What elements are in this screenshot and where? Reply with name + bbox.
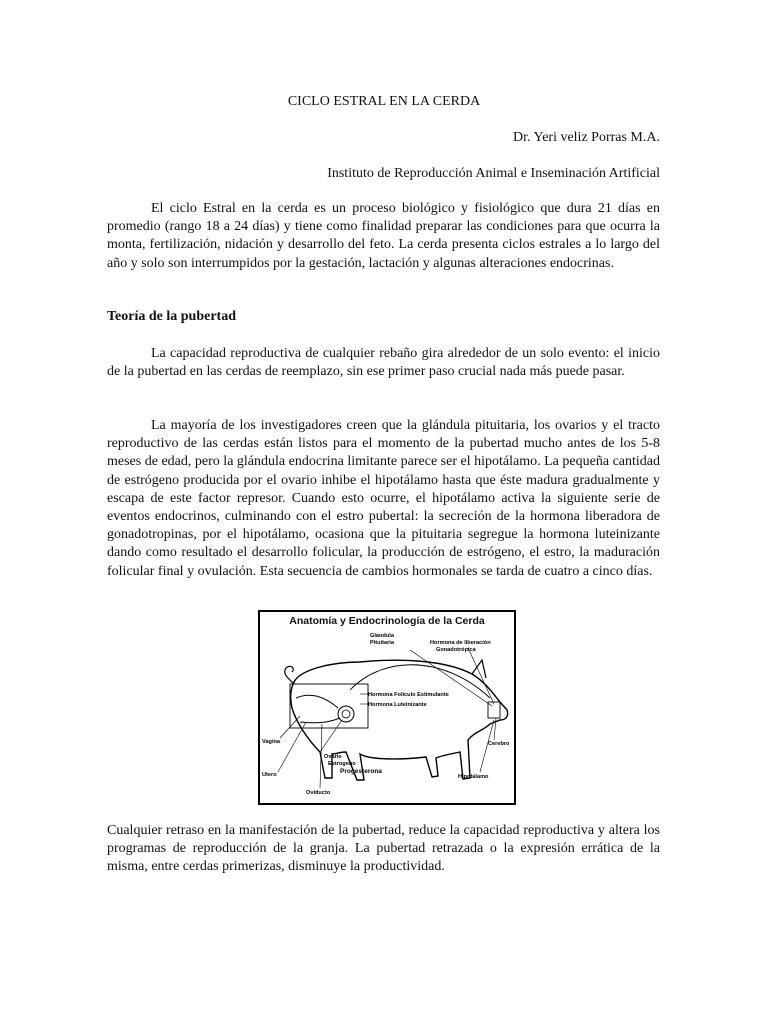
author-line: Dr. Yeri veliz Porras M.A. — [513, 130, 660, 145]
label-oviducto: Oviducto — [306, 790, 331, 796]
label-gonadotropica: Gonadotrópica — [436, 647, 476, 653]
pig-outline — [291, 660, 508, 780]
institution-line: Instituto de Reproducción Animal e Inseminación Artificial — [327, 166, 660, 181]
label-hipotalamo: Hipotálamo — [458, 774, 489, 780]
pig-diagram — [260, 612, 514, 803]
label-glandula: Glándula — [370, 633, 394, 639]
label-estrogeno: Estrogeno — [328, 761, 356, 767]
paragraph-2: La mayoría de los investigadores creen que la glándula pituitaria, los ovarios y el tracto reproductivo de las cerdas están listos para el momento de la pubertad mucho antes de los 5-8 meses de edad, pero la glándula endocrina limitante parece ser el hipotálamo. La pequeña cantidad de estrógeno producida por el ovario inhibe el hipotálamo hasta que éste madura gradualmente y escapa de este factor represor. Cuando esto ocurre, el hipotálamo activa la siguiente serie de eventos endocrinos, culminando con el estro pubertal: la secreción de la hormona liberadora de gonadotropinas, por el hipotálamo, ocasiona que la pituitaria segregue la hormona luteinizante dando como resultado el desarrollo folicular, la producción de estrógeno, el estro, la maduración folicular final y ovulación. Esta secuencia de cambios hormonales se tarda de cuatro a cinco días. — [107, 418, 660, 579]
label-cerebro: Cerebro — [488, 741, 510, 747]
label-pituitaria: Pituitaria — [370, 640, 394, 646]
paragraph-3: Cualquier retraso en la manifestación de la pubertad, reduce la capacidad reproductiva y altera los programas de reproducción de la granja. La pubertad retrazada o la expresión errática de la misma, entre cerdas primerizas, disminuye la productividad. — [107, 823, 660, 875]
figure-title: Anatomía y Endocrinología de la Cerda — [289, 615, 485, 627]
pig-anatomy-figure — [258, 610, 516, 805]
label-ovario: Ovario — [324, 754, 342, 760]
document-title: CICLO ESTRAL EN LA CERDA — [287, 94, 481, 109]
pig-tail — [285, 666, 294, 684]
label-progesterona: Progesterona — [340, 768, 382, 775]
label-vagina: Vagina — [262, 739, 281, 745]
label-lh: Hormona Luteinizante — [368, 702, 427, 708]
label-utero: Utero — [262, 772, 277, 778]
intro-paragraph: El ciclo Estral en la cerda es un proceso biológico y fisiológico que dura 21 días en promedio (rango 18 a 24 días) y tiene como finalidad preparar las condiciones para que ocurra la monta, fertilización, nidación y desarrollo del feto. La cerda presenta ciclos estrales a lo largo del año y solo son interrumpidos por la gestación, lactación y algunas alteraciones endocrinas. — [107, 201, 660, 271]
label-fsh: Hormona Folículo Estimulante — [368, 692, 449, 698]
paragraph-1: La capacidad reproductiva de cualquier rebaño gira alrededor de un solo evento: el inicio de la pubertad en las cerdas de reemplazo, sin ese primer paso crucial nada más puede pasar. — [107, 346, 660, 380]
ovary-shape — [338, 706, 354, 722]
section-heading: Teoría de la pubertad — [107, 309, 236, 324]
label-hormona-liberacion: Hormona de liberación — [430, 640, 491, 646]
